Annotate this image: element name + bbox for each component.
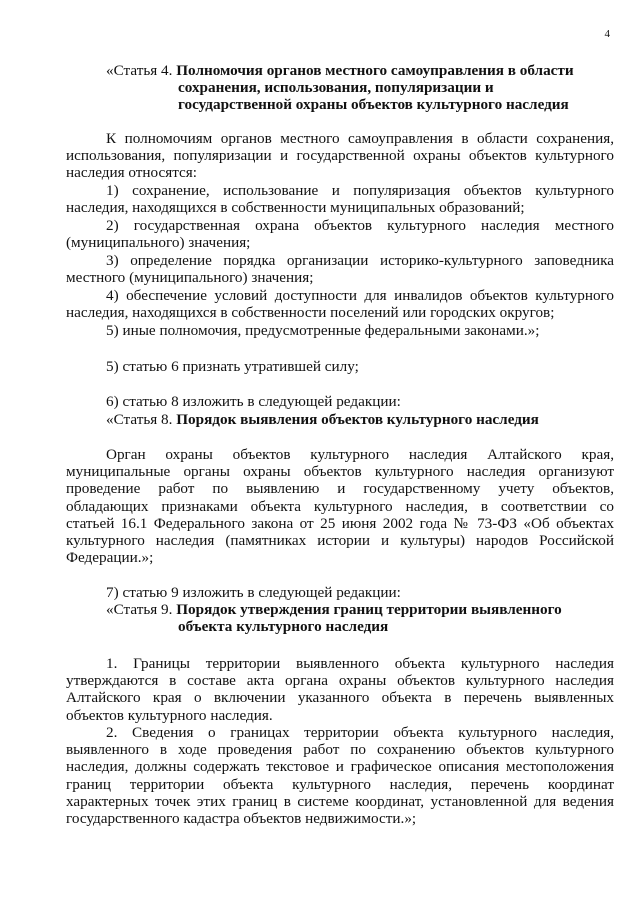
- article4-intro: К полномочиям органов местного самоуправления в области сохранения, использования, популяризации и государственной охраны объектов культурного наследия относятся:: [66, 130, 614, 182]
- article4-item1: 1) сохранение, использование и популяризация объектов культурного наследия, находящихся в собственности муниципальных образований;: [66, 182, 614, 217]
- article9-heading-prefix: «Статья 9.: [106, 601, 173, 618]
- change-5: 5) статью 6 признать утратившей силу;: [106, 358, 359, 375]
- article4-heading-line3: государственной охраны объектов культурного наследия: [178, 96, 569, 113]
- article8-heading-title: Порядок выявления объектов культурного наследия: [176, 411, 539, 428]
- article8-heading: [106, 411, 539, 428]
- article4-heading-line1: Полномочия органов местного самоуправления в области: [176, 62, 574, 79]
- article4-item4: 4) обеспечение условий доступности для инвалидов объектов культурного наследия, находящихся в собственности поселений или городских округов;: [66, 287, 614, 322]
- article8-body: Орган охраны объектов культурного наследия Алтайского края, муниципальные органы охраны объектов культурного наследия организуют проведение работ по выявлению и государственному учету объектов, обладающих признаками объекта культурного наследия, в соответствии со статьей 16.1 Федерального закона от 25 июня 2002 года № 73-ФЗ «Об объектах культурного наследия (памятниках истории и культуры) народов Российской Федерации.»;: [66, 446, 614, 567]
- article4-item5: 5) иные полномочия, предусмотренные федеральными законами.»;: [106, 322, 540, 339]
- change-6: 6) статью 8 изложить в следующей редакции:: [106, 393, 401, 410]
- article9-heading: [106, 601, 562, 618]
- change-7: 7) статью 9 изложить в следующей редакции:: [106, 584, 401, 601]
- article9-heading-line2: объекта культурного наследия: [178, 618, 389, 635]
- page-number: 4: [604, 28, 610, 40]
- article4-heading: [106, 62, 574, 79]
- article4-heading-prefix: «Статья 4.: [106, 62, 173, 79]
- article4-item3: 3) определение порядка организации историко-культурного заповедника местного (муниципального) значения;: [66, 252, 614, 287]
- article9-heading-line1: Порядок утверждения границ территории выявленного: [176, 601, 562, 618]
- article9-paragraph2: 2. Сведения о границах территории объекта культурного наследия, выявленного в ходе проведения работ по сохранению объектов культурного наследия, должны содержать текстовое и графическое описания местоположения границ территории объекта культурного наследия, перечень координат характерных точек этих границ в системе координат, установленной для ведения государственного кадастра объектов недвижимости.»;: [66, 724, 614, 828]
- article8-heading-prefix: «Статья 8.: [106, 411, 173, 428]
- article4-heading-line2: сохранения, использования, популяризации и: [178, 79, 494, 96]
- article9-paragraph1: 1. Границы территории выявленного объекта культурного наследия утверждаются в составе акта органа охраны объектов культурного наследия Алтайского края о включении указанного объекта в перечень выявленных объектов культурного наследия.: [66, 655, 614, 724]
- article4-item2: 2) государственная охрана объектов культурного наследия местного (муниципального) значения;: [66, 217, 614, 252]
